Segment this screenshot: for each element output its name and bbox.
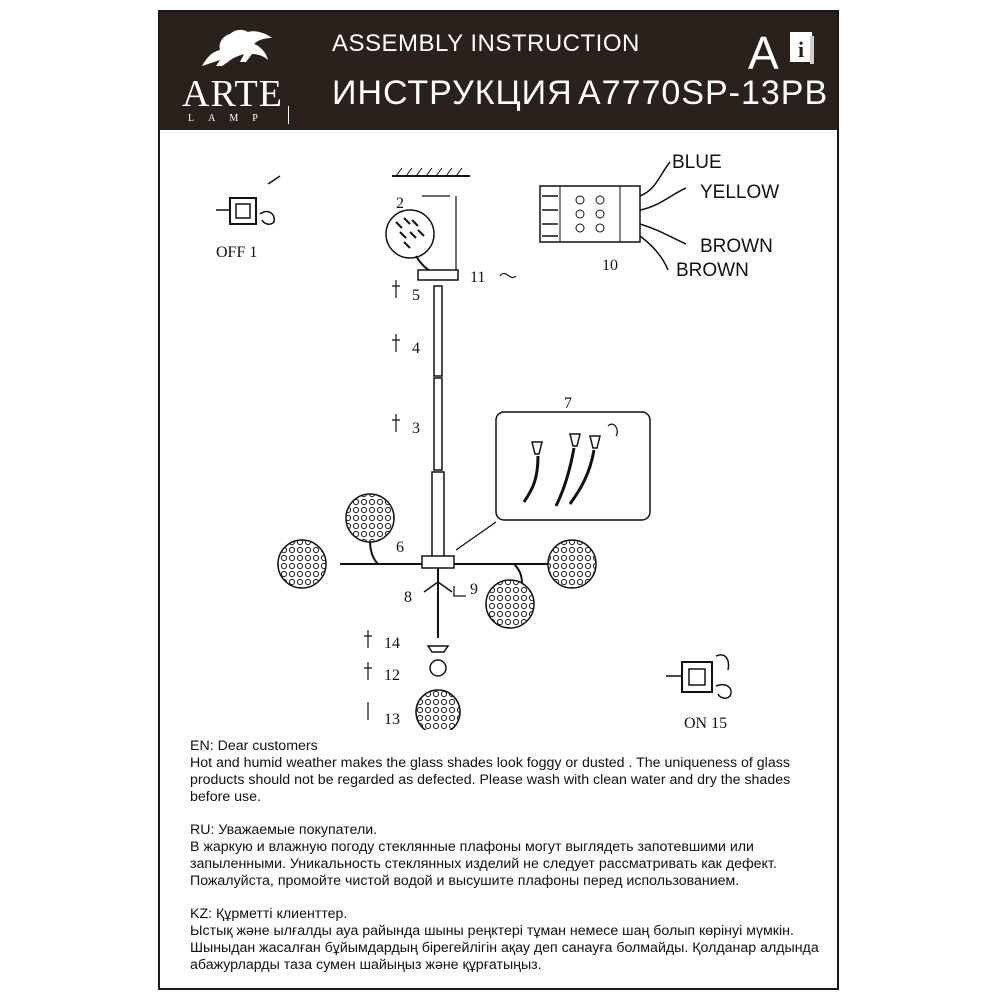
wire-blue-label: BLUE (672, 152, 722, 173)
screw-3-icon (392, 414, 400, 432)
logo-divider (288, 106, 289, 124)
callout-13: 13 (384, 711, 400, 728)
brand-wordmark: ARTE (182, 73, 283, 115)
switch-off-icon (216, 176, 280, 224)
assembly-diagram (160, 130, 837, 730)
rod-main (432, 472, 444, 558)
notice-ru-heading: RU: Уважаемые покупатели. (190, 822, 378, 838)
brand-subtitle: LAMP (188, 113, 272, 124)
screw-4-icon (392, 334, 400, 352)
switch-on-icon (666, 655, 731, 698)
notice-kz (190, 906, 819, 974)
wire-connector-bundle (386, 210, 434, 272)
wire-yellow-label: YELLOW (700, 182, 780, 203)
glass-shade-upper-left (346, 494, 394, 542)
screw-5-icon (392, 280, 400, 298)
glass-shade-bottom (416, 690, 460, 730)
rod-3 (434, 378, 442, 470)
glass-shade-lower-right (486, 580, 534, 628)
model-number: A7770SP-13PB (578, 74, 829, 112)
notice-kz-line-3: абажурларды таза сумен шайыңыз және құрғатыңыз. (190, 957, 542, 973)
notice-kz-heading: KZ: Құрметті клиенттер. (190, 906, 348, 922)
arm-upper-left (370, 540, 378, 564)
notice-en-heading: EN: Dear customers (190, 738, 318, 754)
wire-brown-label-1: BROWN (700, 236, 773, 257)
callout-14: 14 (384, 635, 400, 652)
title-english: ASSEMBLY INSTRUCTION (332, 30, 640, 57)
notice-en-line-1: Hot and humid weather makes the glass shades look foggy or dusted . The uniqueness of glass (190, 755, 790, 771)
info-book-icon (788, 28, 816, 66)
title-russian: ИНСТРУКЦИЯ (332, 74, 573, 112)
terminal-callout: 10 (602, 257, 618, 274)
notice-ru-line-2: запыленными. Уникальность стеклянных изделий не следует рассматривать как дефект. (190, 856, 777, 872)
notice-en-line-3: before use. (190, 789, 261, 805)
central-hub (422, 556, 454, 568)
glass-shade-left (278, 540, 326, 588)
callout-11: 11 (470, 269, 486, 286)
notice-en-line-2: products should not be regarded as defected. Please wash with clean water and dry the shades (190, 772, 791, 788)
callout-8: 8 (404, 589, 412, 606)
info-glyph: i (797, 37, 805, 62)
wire-brown-label-2: BROWN (676, 260, 749, 281)
connector-detail-box (456, 412, 650, 550)
screw-11-icon (500, 273, 516, 277)
canopy (418, 270, 458, 280)
notice-kz-line-1: Ыстық және ылғалды ауа райында шыны реңктері тұман немесе шаң болып көрінуі мүмкін. (190, 923, 794, 939)
winged-lion-logo-icon (194, 26, 280, 72)
notice-en (190, 738, 790, 806)
notice-ru-line-1: В жаркую и влажную погоду стеклянные плафоны могут выглядеть запотевшими или (190, 839, 754, 855)
terminal-block (540, 162, 686, 270)
notice-ru (190, 822, 777, 890)
notice-kz-line-2: Шыныдан жасалған бұйымдардың бірегейлігін ақау деп санауға болмайды. Қолданар алдында (190, 940, 819, 956)
callout-4: 4 (412, 340, 420, 357)
socket (428, 646, 448, 652)
callout-12: 12 (384, 667, 400, 684)
callout-9: 9 (470, 581, 478, 598)
glass-shade-right (548, 540, 596, 588)
bulb (430, 660, 446, 676)
language-letter: A (748, 27, 779, 79)
callout-2: 2 (396, 195, 404, 212)
rod-4 (434, 286, 442, 376)
on-label: ON 15 (684, 715, 728, 730)
callout-7: 7 (564, 395, 572, 412)
header-bar (160, 12, 837, 130)
callout-5: 5 (412, 287, 420, 304)
callout-6: 6 (396, 539, 404, 556)
off-label: OFF 1 (216, 244, 258, 261)
notice-ru-line-3: Пожалуйста, промойте чистой водой и высушите плафоны перед использованием. (190, 873, 740, 889)
callout-3: 3 (412, 420, 420, 437)
instruction-sheet (158, 10, 839, 990)
